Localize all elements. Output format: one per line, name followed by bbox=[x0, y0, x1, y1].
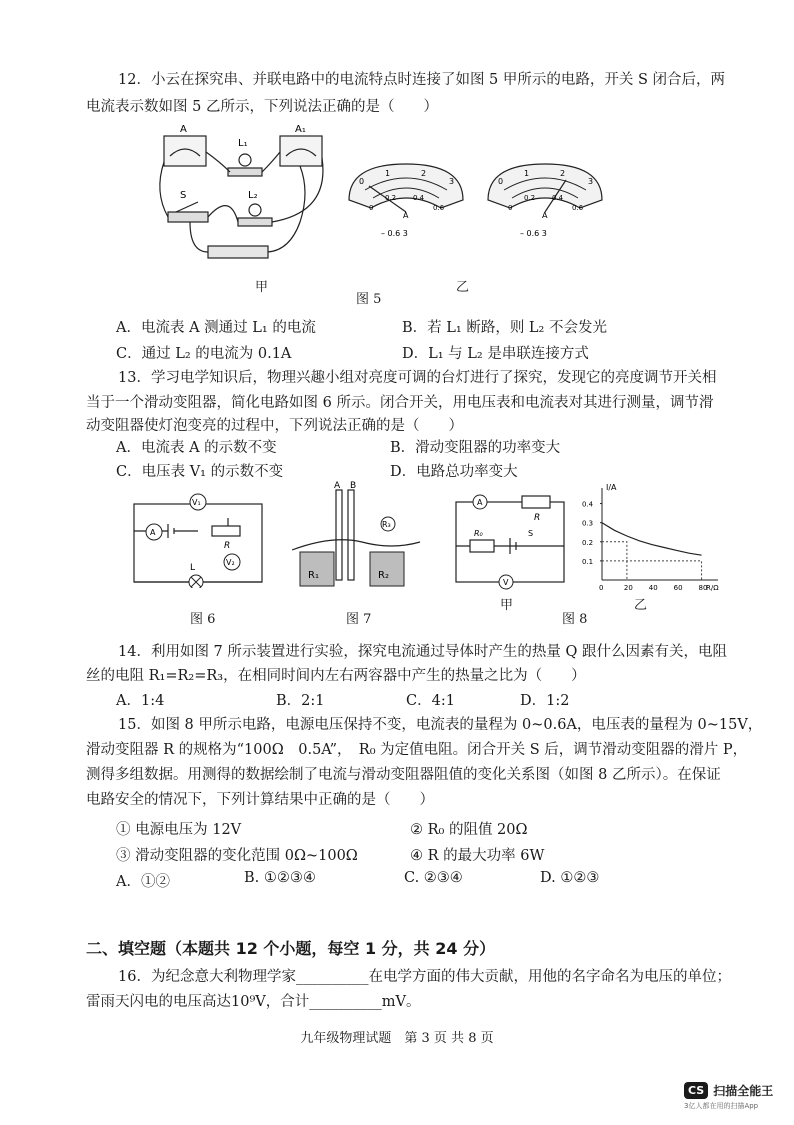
q12-stem-line1: 12．小云在探究串、并联电路中的电流特点时连接了如图 5 甲所示的电路，开关 S 闭合后，两 bbox=[118, 72, 726, 88]
fig7-caption: 图 7 bbox=[346, 612, 372, 627]
meter-right-tick: 0.2 bbox=[524, 194, 536, 202]
fig5-sub-yi: 乙 bbox=[456, 280, 470, 295]
fig8-sub-jia: 甲 bbox=[500, 598, 514, 613]
meter-left-tick: 0 bbox=[369, 204, 374, 212]
scanner-watermark bbox=[684, 1082, 773, 1111]
figure-6-circuit bbox=[128, 488, 268, 588]
scanner-app-name: 扫描全能王 bbox=[713, 1084, 774, 1098]
q15-option-b[interactable]: B. ①②③④ bbox=[244, 870, 316, 886]
meter-left-terminals: – 0.6 3 bbox=[381, 229, 408, 238]
fig6-v1-label: V₁ bbox=[192, 498, 201, 507]
meter-right-tick: 1 bbox=[524, 169, 530, 178]
figure-8-yi-graph bbox=[578, 480, 728, 598]
figure-7-apparatus bbox=[292, 480, 422, 590]
meter-left-tick: 2 bbox=[421, 169, 427, 178]
fig8-voltmeter-label: V bbox=[503, 578, 509, 587]
q14-option-c[interactable]: C．4:1 bbox=[406, 693, 455, 709]
fig8-caption: 图 8 bbox=[562, 612, 588, 627]
q15-stem-line3: 测得多组数据。用测得的数据绘制了电流与滑动变阻器阻值的变化关系图（如图 8 乙所示）。在保证 bbox=[86, 767, 721, 783]
fig8-y-axis-label: I/A bbox=[606, 483, 617, 492]
fig8-y-tick-label: 0.4 bbox=[582, 500, 594, 509]
fig7-label-b: B bbox=[350, 481, 357, 491]
q12-option-c[interactable]: C．通过 L₂ 的电流为 0.1A bbox=[116, 346, 292, 362]
figure-5-yi-ammeter-right bbox=[484, 160, 606, 240]
page-footer: 九年级物理试题 第 3 页 共 8 页 bbox=[300, 1031, 494, 1046]
q14-stem-line2: 丝的电阻 R₁=R₂=R₃，在相同时间内左右两容器中产生的热量之比为（ ） bbox=[86, 668, 586, 684]
q14-option-d[interactable]: D．1:2 bbox=[520, 693, 570, 709]
fig6-ammeter-label: A bbox=[150, 528, 156, 537]
q14-option-b[interactable]: B．2:1 bbox=[276, 693, 325, 709]
fig7-label-r1: R₁ bbox=[308, 570, 319, 581]
figure-5-jia-circuit bbox=[150, 122, 330, 272]
meter-right-tick: 0.4 bbox=[552, 194, 564, 202]
q15-stem-line4: 电路安全的情况下，下列计算结果中正确的是（ ） bbox=[86, 792, 434, 808]
section-2-heading: 二、填空题（本题共 12 个小题，每空 1 分，共 24 分） bbox=[86, 939, 496, 958]
fig8-x-tick-label: 80 bbox=[698, 584, 708, 592]
fig7-label-r2: R₂ bbox=[378, 570, 389, 581]
q12-stem-line2: 电流表示数如图 5 乙所示，下列说法正确的是（ ） bbox=[86, 99, 438, 115]
meter-right-unit: A bbox=[542, 211, 548, 220]
fig5-label-A1: A₁ bbox=[295, 124, 306, 135]
fig8-x-tick-label: 0 bbox=[599, 584, 604, 592]
fig8-x-tick-label: 40 bbox=[648, 584, 658, 592]
fig8-x-axis-label: R/Ω bbox=[706, 584, 719, 592]
fig8-curve bbox=[602, 523, 702, 556]
fig8-s-label: S bbox=[528, 529, 534, 538]
q12-option-a[interactable]: A．电流表 A 测通过 L₁ 的电流 bbox=[116, 320, 316, 336]
q12-option-b[interactable]: B．若 L₁ 断路，则 L₂ 不会发光 bbox=[402, 320, 607, 336]
fig6-r-label: R bbox=[224, 541, 231, 551]
q15-option-c[interactable]: C. ②③④ bbox=[404, 870, 463, 886]
q13-stem-line1: 13．学习电学知识后，物理兴趣小组对亮度可调的台灯进行了探究，发现它的亮度调节开关相 bbox=[118, 370, 717, 386]
fig8-y-tick-label: 0.2 bbox=[582, 538, 594, 547]
q15-stem-line1: 15．如图 8 甲所示电路，电源电压保持不变，电流表的量程为 0~0.6A，电压表的量程为 0~15V， bbox=[118, 717, 763, 733]
q15-statement-3: ③ 滑动变阻器的变化范围 0Ω~100Ω bbox=[116, 848, 358, 864]
fig6-l-label: L bbox=[190, 563, 196, 573]
q13-option-b[interactable]: B．滑动变阻器的功率变大 bbox=[390, 440, 561, 456]
fig8-y-tick-label: 0.3 bbox=[582, 519, 594, 528]
fig5-label-S: S bbox=[180, 190, 187, 201]
q15-stem-line2: 滑动变阻器 R 的规格为“100Ω 0.5A”， R₀ 为定值电阻。闭合开关 S 后，调节滑动变阻器的滑片 P， bbox=[86, 742, 748, 758]
q15-statement-2: ② R₀ 的阻值 20Ω bbox=[410, 822, 528, 838]
meter-right-tick: 0 bbox=[508, 204, 513, 212]
q16-stem-line1: 16．为纪念意大利物理学家__________在电学方面的伟大贡献，用他的名字命名为电压的单位； bbox=[118, 969, 731, 985]
q15-option-a[interactable]: A．①② bbox=[116, 874, 170, 890]
fig5-caption: 图 5 bbox=[356, 292, 382, 307]
meter-left-tick: 0.2 bbox=[385, 194, 397, 202]
q13-stem-line3: 动变阻器使灯泡变亮的过程中，下列说法正确的是（ ） bbox=[86, 418, 463, 434]
fig8-r0-label: R₀ bbox=[474, 529, 483, 538]
fig7-label-r3: R₃ bbox=[382, 520, 391, 529]
meter-right-tick: 0 bbox=[498, 177, 504, 186]
meter-right-terminals: – 0.6 3 bbox=[520, 229, 547, 238]
fig8-x-tick-label: 20 bbox=[623, 584, 633, 592]
q12-option-d[interactable]: D．L₁ 与 L₂ 是串联连接方式 bbox=[402, 346, 589, 362]
meter-left-tick: 3 bbox=[449, 177, 455, 186]
q14-option-a[interactable]: A．1:4 bbox=[116, 693, 165, 709]
q15-statement-4: ④ R 的最大功率 6W bbox=[410, 848, 545, 864]
fig8-r-label: R bbox=[534, 513, 541, 523]
q16-stem-line2: 雷雨天闪电的电压高达10⁹V，合计__________mV。 bbox=[86, 994, 421, 1010]
figure-5-yi-ammeter-left bbox=[345, 160, 467, 240]
meter-left-tick: 0 bbox=[359, 177, 365, 186]
meter-right-tick: 0.6 bbox=[572, 204, 584, 212]
q13-option-d[interactable]: D．电路总功率变大 bbox=[390, 464, 518, 480]
cs-logo-icon: CS bbox=[684, 1082, 708, 1099]
q14-stem-line1: 14．利用如图 7 所示装置进行实验，探究电流通过导体时产生的热量 Q 跟什么因素有关，电阻 bbox=[118, 644, 727, 660]
meter-left-tick: 1 bbox=[385, 169, 391, 178]
fig8-guide-line bbox=[602, 561, 702, 580]
q13-stem-line2: 当于一个滑动变阻器，简化电路如图 6 所示。闭合开关，用电压表和电流表对其进行测量，调节滑 bbox=[86, 395, 714, 411]
fig7-label-a: A bbox=[334, 481, 341, 491]
meter-right-tick: 3 bbox=[588, 177, 594, 186]
meter-left-unit: A bbox=[403, 211, 409, 220]
fig8-ammeter-label: A bbox=[477, 498, 483, 507]
figure-8-jia-circuit bbox=[450, 490, 570, 590]
q13-option-a[interactable]: A．电流表 A 的示数不变 bbox=[116, 440, 277, 456]
fig5-label-L2: L₂ bbox=[248, 190, 258, 201]
q13-option-c[interactable]: C．电压表 V₁ 的示数不变 bbox=[116, 464, 284, 480]
q15-statement-1: ① 电源电压为 12V bbox=[116, 822, 242, 838]
fig5-label-A: A bbox=[180, 124, 187, 135]
fig8-x-tick-label: 60 bbox=[673, 584, 683, 592]
fig8-y-tick-label: 0.1 bbox=[582, 557, 594, 566]
fig8-sub-yi: 乙 bbox=[634, 598, 648, 613]
fig6-caption: 图 6 bbox=[190, 612, 216, 627]
meter-right-tick: 2 bbox=[560, 169, 566, 178]
scanner-tagline: 3亿人都在用的扫描App bbox=[684, 1102, 759, 1110]
fig5-label-L1: L₁ bbox=[238, 138, 248, 149]
fig5-sub-jia: 甲 bbox=[255, 280, 269, 295]
fig6-v2-label: V₂ bbox=[226, 558, 235, 567]
meter-left-tick: 0.4 bbox=[413, 194, 425, 202]
q15-option-d[interactable]: D. ①②③ bbox=[540, 870, 600, 886]
meter-left-tick: 0.6 bbox=[433, 204, 445, 212]
